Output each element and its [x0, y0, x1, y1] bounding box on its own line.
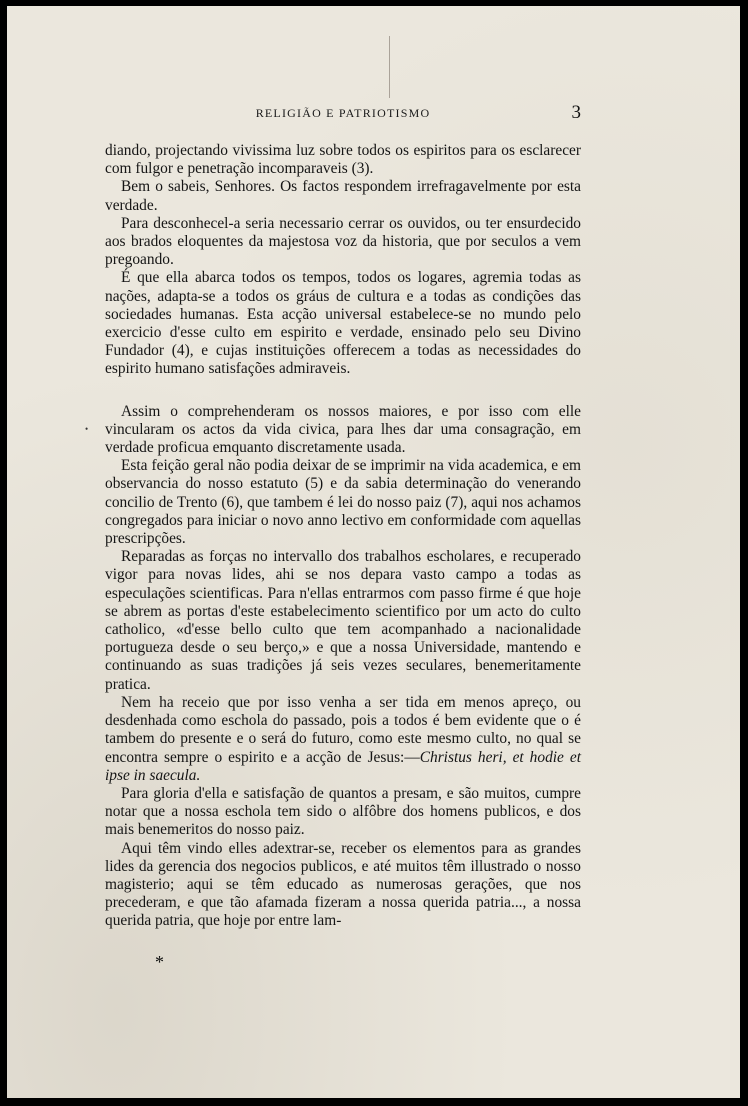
page-header — [105, 102, 581, 126]
paragraph-2: Bem o sabeis, Senhores. Os factos respondem irrefragavelmente por esta verdade. — [105, 178, 581, 214]
paragraph-4: É que ella abarca todos os tempos, todos os logares, agremia todas as nações, adapta-se a todos os gráus de cultura e a todas as condições das sociedades humanas. Esta acção universal estabelece-se no mundo pelo exercicio d'esse culto em espirito e verdade, ensinado pelo seu Divino Fundador (4), e cujas instituições offerecem a todas as necessidades do espirito humano satisfações admiraveis. — [105, 269, 581, 378]
paragraph-10: Aqui têm vindo elles adextrar-se, receber os elementos para as grandes lides da gerencia dos negocios publicos, e até muitos têm illustrado o nosso magisterio; aqui se têm educado as numerosas gerações, que nos precederam, e que tão afamada fizeram a nossa querida patria..., a nossa querida patria, que hoje por entre lam- — [105, 839, 581, 930]
gutter-fold-line — [389, 36, 390, 98]
signature-mark: * — [155, 952, 164, 972]
paragraph-3: Para desconhecel-a seria necessario cerrar os ouvidos, ou ter ensurdecido aos brados eloquentes da majestosa voz da historia, que por seculos a vem pregoando. — [105, 214, 581, 269]
scanned-page — [7, 6, 740, 1098]
margin-dot: • — [85, 424, 89, 434]
running-title: RELIGIÃO E PATRIOTISMO — [255, 106, 431, 120]
paragraph-6: Esta feição geral não podia deixar de se imprimir na vida academica, e em observancia do nosso estatuto (5) e da sabia determinação do venerando concilio de Trento (6), que tambem é lei do nosso paiz (7), aqui nos achamos congregados para iniciar o novo anno lectivo em conformidade com aquellas prescripções. — [105, 457, 581, 548]
paragraph-1: diando, projectando vivissima luz sobre todos os espiritos para os esclarecer com fulgor e penetração incomparaveis (3). — [105, 142, 581, 178]
paragraph-9: Para gloria d'ella e satisfação de quantos a presam, e são muitos, cumpre notar que a nossa eschola tem sido o alfôbre dos homens publicos, e dos mais benemeritos do nosso paiz. — [105, 784, 581, 839]
paragraph-5: Assim o comprehenderam os nossos maiores, e por isso com elle vincularam os actos da vida civica, para lhes dar uma consagração, em verdade proficua emquanto discretamente usada. — [105, 402, 581, 457]
page-number: 3 — [571, 102, 581, 123]
latin-quotation: Christus heri, et hodie et ipse in saecula. — [105, 748, 581, 784]
paragraph-8-text: Nem ha receio que por isso venha a ser tida em menos apreço, ou desdenhada como eschola do passado, pois a todos é bem evidente que o é tambem do presente e o será do futuro, como este mesmo culto, no qual se encontra sempre o espirito e a acção de Jesus:— — [105, 693, 581, 766]
paragraph-7: Reparadas as forças no intervallo dos trabalhos escholares, e recuperado vigor para novas lides, ahi se nos depara vasto campo a todas as especulações scientificas. Para n'ellas entrarmos com passo firme é que hoje se abrem as portas d'este estabelecimento scientifico por um acto do culto catholico, «d'esse bello culto que tem acompanhado a nacionalidade portugueza desde o seu berço,» e que a nossa Universidade, mantendo e continuando as suas tradições já seis vezes seculares, benemeritamente pratica. — [105, 548, 581, 693]
paragraph-8 — [105, 694, 581, 785]
body-text — [105, 142, 581, 931]
